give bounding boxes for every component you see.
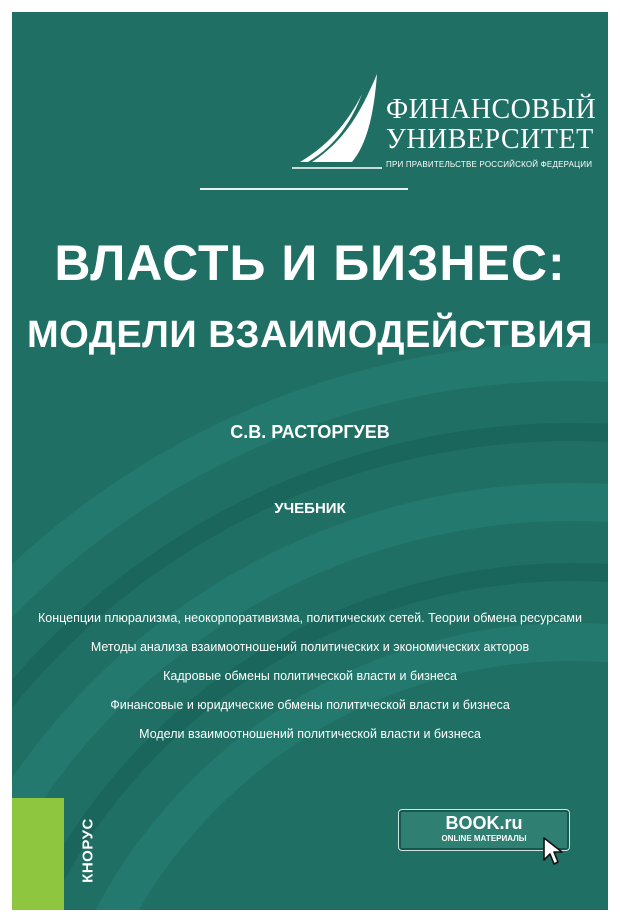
topic-item: Концепции плюрализма, неокорпоративизма, политических сетей. Теории обмена ресурсами [37,611,583,625]
logo-year: 1919 [322,162,334,168]
author-name: С.В. РАСТОРГУЕВ [230,422,390,442]
publisher-strip [12,798,64,910]
topic-item: Методы анализа взаимоотношений политических и экономических акторов [90,640,530,654]
university-logo [292,74,597,184]
book-type: УЧЕБНИК [274,500,346,517]
logo-line-1: ФИНАНСОВЫЙ [386,94,597,125]
logo-subline: ПРИ ПРАВИТЕЛЬСТВЕ РОССИЙСКОЙ ФЕДЕРАЦИИ [386,160,593,169]
book-ru-label: BOOK.ru [445,813,523,833]
topics-list [12,610,608,755]
book-cover [12,12,608,910]
topic-item: Модели взаимоотношений политической власти и бизнеса [139,727,481,741]
topic-item: Финансовые и юридические обмены политической власти и бизнеса [110,698,510,712]
book-title-line-2: МОДЕЛИ ВЗАИМОДЕЙСТВИЯ [27,314,593,356]
sail-swoosh-logo-icon [292,74,392,174]
cursor-arrow-icon [542,836,564,866]
online-materials-label: ONLINE МАТЕРИАЛЫ [441,834,527,843]
book-title-line-1: ВЛАСТЬ И БИЗНЕС: [54,235,566,291]
logo-line-2: УНИВЕРСИТЕТ [386,124,594,155]
publisher-name: КНОРУС [79,818,97,883]
title-divider [200,188,408,190]
topic-item: Кадровые обмены политической власти и бизнеса [163,669,457,683]
